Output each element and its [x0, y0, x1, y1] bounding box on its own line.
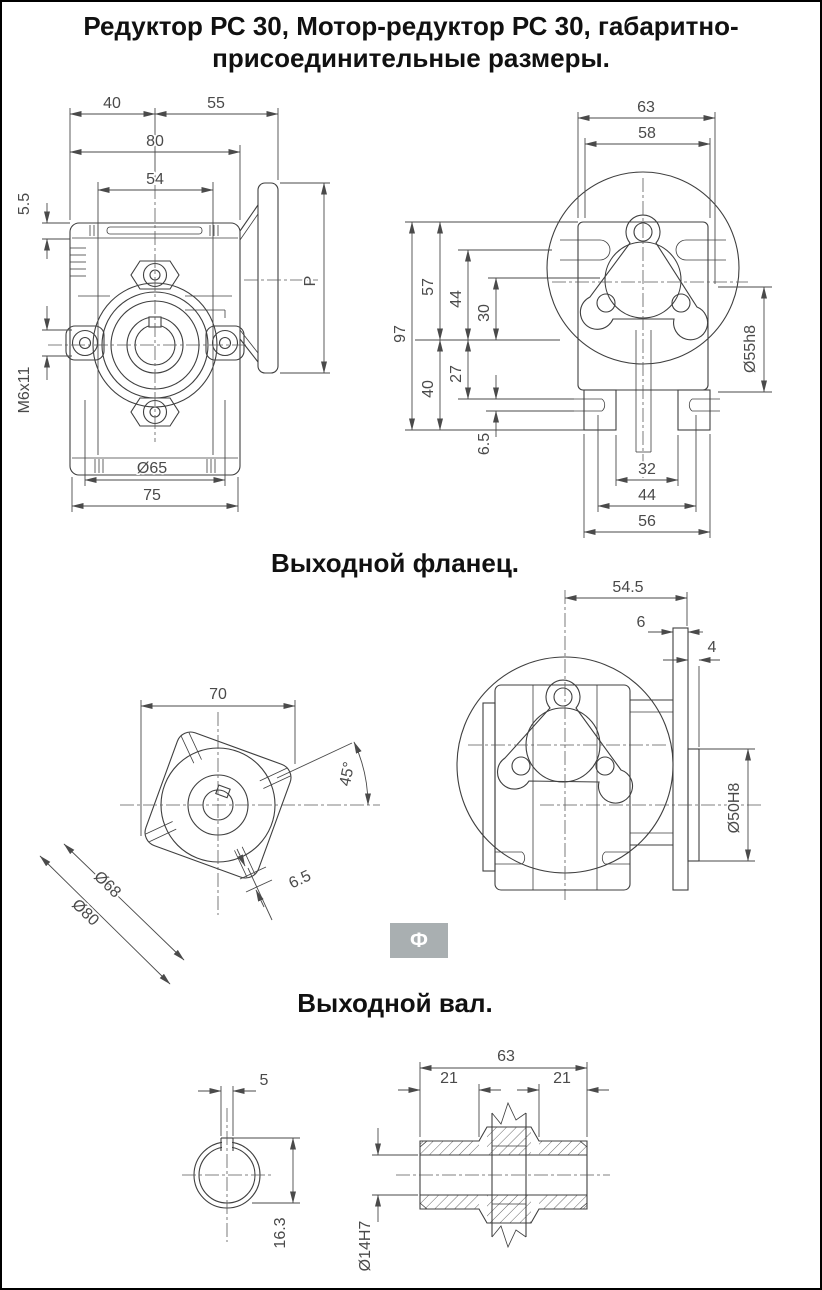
page-title-line2: присоединительные размеры.: [212, 43, 610, 73]
dim-97: 97: [392, 325, 409, 343]
dim-57: 57: [420, 278, 437, 296]
flange-section-title: Выходной фланец.: [270, 548, 520, 578]
dim-45deg: 45°: [336, 760, 359, 788]
dim-d65: Ø65: [136, 460, 168, 477]
dim-40b: 40: [420, 380, 437, 398]
dim-5-5: 5.5: [16, 192, 33, 216]
dim-p: P: [302, 275, 319, 287]
dim-6: 6: [636, 614, 646, 631]
gearbox-side-view: [16, 95, 330, 512]
phi-badge: Ф: [390, 923, 448, 958]
dim-55: 55: [207, 95, 225, 112]
dim-63-shaft: 63: [497, 1048, 515, 1065]
dim-32: 32: [638, 461, 656, 478]
dim-m6x11: M6x11: [16, 366, 33, 414]
dim-80: 80: [146, 133, 164, 150]
output-flange-front-view: [40, 686, 380, 984]
shaft-section-title: Выходной вал.: [297, 988, 493, 1018]
dim-44b: 44: [638, 487, 656, 504]
dim-44: 44: [448, 290, 465, 308]
dim-6-5: 6.5: [476, 432, 493, 456]
shaft-end-view: [182, 1072, 300, 1249]
dim-58: 58: [638, 125, 656, 142]
dim-40: 40: [103, 95, 121, 112]
output-flange-side-view: [457, 579, 762, 900]
dim-54: 54: [146, 171, 164, 188]
dim-16-3: 16.3: [272, 1217, 289, 1249]
dim-4: 4: [707, 639, 717, 656]
dim-75: 75: [143, 487, 161, 504]
dim-70: 70: [209, 686, 227, 703]
dim-d80: Ø80: [68, 896, 102, 930]
dim-54-5: 54.5: [612, 579, 644, 596]
dim-27: 27: [448, 365, 465, 383]
dim-6-5-flange: 6.5: [286, 867, 314, 893]
dim-d68: Ø68: [90, 868, 124, 902]
dim-d50h8: Ø50H8: [726, 782, 743, 834]
dim-5: 5: [259, 1072, 269, 1089]
gearbox-front-view: [392, 99, 772, 538]
dim-d55h8: Ø55h8: [742, 324, 759, 374]
dim-30: 30: [476, 304, 493, 322]
page-title-line1: Редуктор РС 30, Мотор-редуктор РС 30, габаритно-: [83, 11, 739, 41]
dim-56: 56: [638, 513, 656, 530]
dim-21-left: 21: [440, 1070, 458, 1087]
dim-21-right: 21: [553, 1070, 571, 1087]
dim-d14h7: Ø14H7: [357, 1220, 374, 1272]
dim-63: 63: [637, 99, 655, 116]
shaft-section-view: [357, 1048, 610, 1271]
